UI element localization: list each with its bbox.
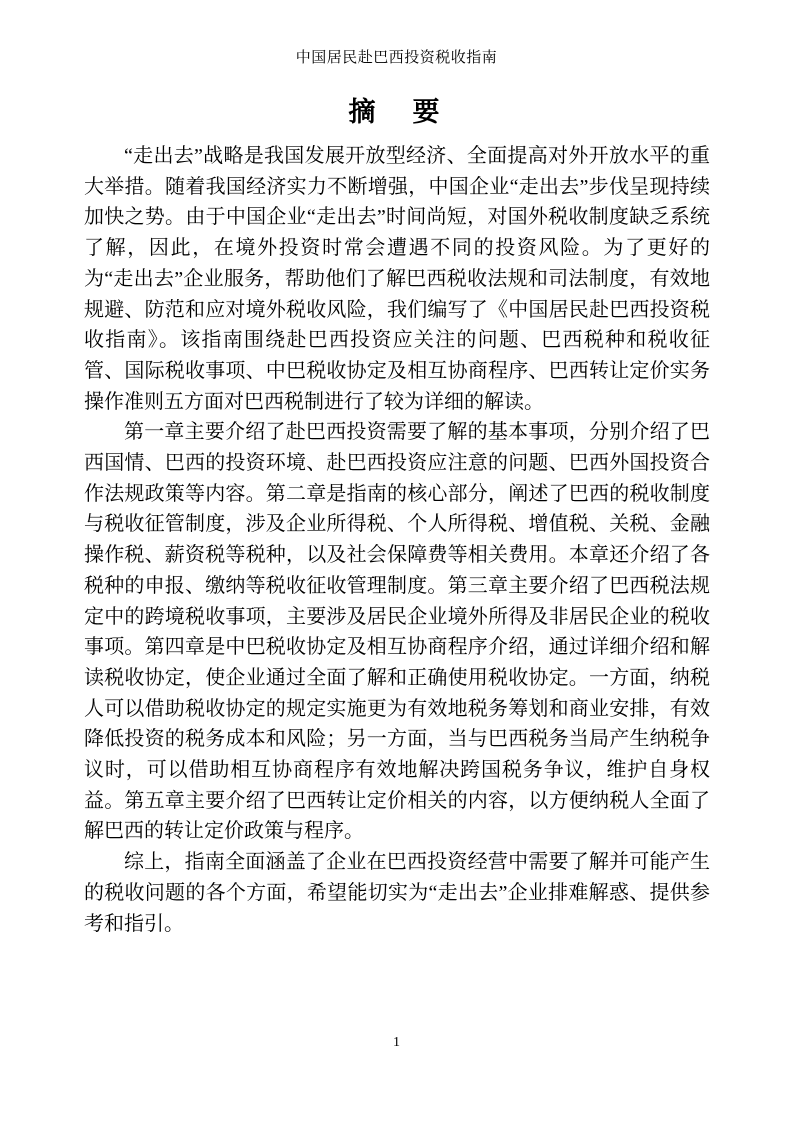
abstract-title: 摘 要 [348,97,445,127]
abstract-paragraph: “走出去”战略是我国发展开放型经济、全面提高对外开放水平的重大举措。随着我国经济实力不断增强，中国企业“走出去”步伐呈现持续加快之势。由于中国企业“走出去”时间尚短，对国外税收制度缺乏系统了解，因此，在境外投资时常会遭遇不同的投资风险。为了更好的为“走出去”企业服务，帮助他们了解巴西税收法规和司法制度，有效地规避、防范和应对境外税收风险，我们编写了《中国居民赴巴西投资税收指南》。该指南围绕赴巴西投资应关注的问题、巴西税种和税收征管、国际税收事项、中巴税收协定及相互协商程序、巴西转让定价实务操作准则五方面对巴西税制进行了较为详细的解读。 [84,145,710,413]
abstract-paragraph: 综上，指南全面涵盖了企业在巴西投资经营中需要了解并可能产生的税收问题的各个方面，希望能切实为“走出去”企业排难解惑、提供参考和指引。 [84,851,710,935]
page-header: 中国居民赴巴西投资税收指南 [295,50,498,66]
page-number: 1 [393,1035,400,1050]
abstract-paragraph: 第一章主要介绍了赴巴西投资需要了解的基本事项，分别介绍了巴西国情、巴西的投资环境、赴巴西投资应注意的问题、巴西外国投资合作法规政策等内容。第二章是指南的核心部分，阐述了巴西的税收制度与税收征管制度，涉及企业所得税、个人所得税、增值税、关税、金融操作税、薪资税等税种，以及社会保障费等相关费用。本章还介绍了各税种的申报、缴纳等税收征收管理制度。第三章主要介绍了巴西税法规定中的跨境税收事项，主要涉及居民企业境外所得及非居民企业的税收事项。第四章是中巴税收协定及相互协商程序介绍，通过详细介绍和解读税收协定，使企业通过全面了解和正确使用税收协定。一方面，纳税人可以借助税收协定的规定实施更为有效地税务筹划和商业安排，有效降低投资的税务成本和风险；另一方面，当与巴西税务当局产生纳税争议时，可以借助相互协商程序有效地解决跨国税务争议，维护自身权益。第五章主要介绍了巴西转让定价相关的内容，以方便纳税人全面了解巴西的转让定价政策与程序。 [84,421,710,843]
abstract-body [84,141,710,939]
